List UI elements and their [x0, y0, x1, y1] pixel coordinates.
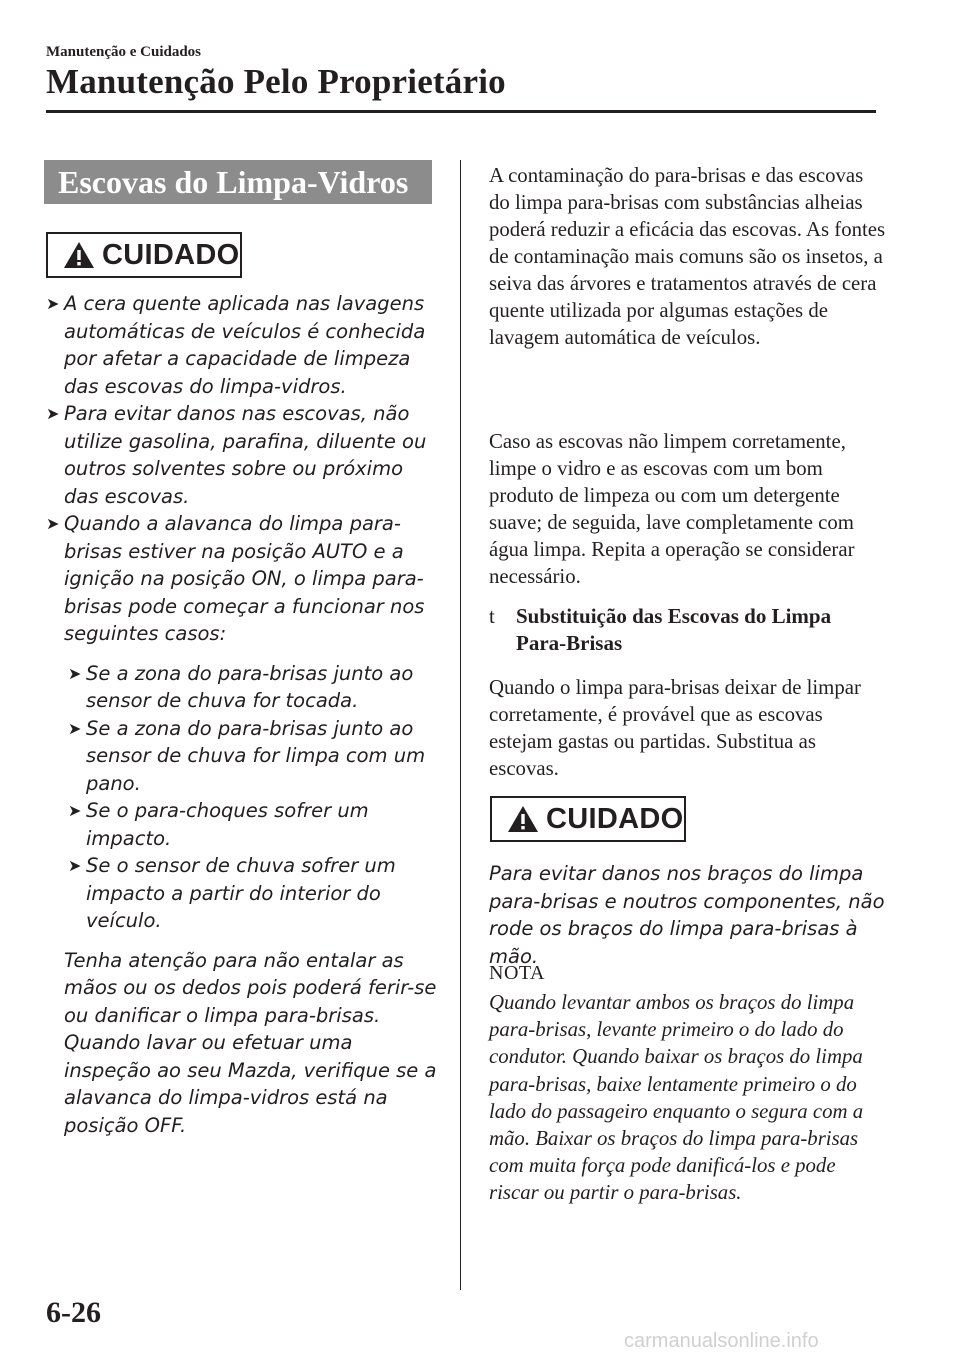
- arrow-bullet-icon: ➤: [46, 514, 60, 533]
- warning-triangle-icon: [506, 804, 540, 834]
- bullet-text: Quando a alavanca do limpa para-brisas estiver na posição AUTO e a ignição na posição ON, o limpa para-brisas pode começar a funcionar nos seguintes casos:: [64, 512, 425, 645]
- sub-bullet-text: Se o para-choques sofrer um impacto.: [86, 799, 369, 850]
- left-column: [46, 290, 441, 1139]
- subheading-text: Substituição das Escovas do Limpa Para-Brisas: [516, 604, 832, 655]
- arrow-bullet-icon: ➤: [68, 663, 82, 683]
- caution-label: CUIDADO: [102, 238, 240, 271]
- section-title: Escovas do Limpa-Vidros: [44, 160, 432, 204]
- sub-bullet-text: Se a zona do para-brisas junto ao sensor de chuva for limpa com um pano.: [86, 716, 426, 795]
- sub-bullet: [68, 852, 441, 935]
- note-text: Quando levantar ambos os braços do limpa para-brisas, levante primeiro o do lado do condutor. Quando baixar os braços do limpa para-brisas, baixe lentamente primeiro o do lado do passageiro enquanto o segura com a mão. Baixar os braços do limpa para-brisas com muita força pode danificá-los e pode riscar ou partir o para-brisas.: [489, 991, 864, 1205]
- sub-bullet: [68, 715, 441, 798]
- column-divider: [460, 160, 461, 1290]
- subheading-marker: t: [489, 604, 495, 628]
- warning-triangle-icon: [62, 240, 96, 270]
- body-paragraph: Quando o limpa para-brisas deixar de limpar corretamente, é provável que as escovas estejam gastas ou partidas. Substitua as escovas.: [489, 676, 861, 780]
- body-paragraph: Caso as escovas não limpem corretamente, limpe o vidro e as escovas com um bom produto de limpeza ou com um detergente suave; de seguida, lave completamente com água limpa. Repita a operação se considerar necessário.: [489, 430, 855, 588]
- arrow-bullet-icon: ➤: [68, 801, 82, 820]
- bullet-text: Para evitar danos nas escovas, não utilize gasolina, parafina, diluente ou outros solventes sobre ou próximo das escovas.: [64, 402, 427, 508]
- arrow-bullet-icon: ➤: [68, 856, 82, 875]
- caution-box-right: [490, 796, 686, 842]
- caution-paragraph: Tenha atenção para não entalar as mãos ou os dedos pois poderá ferir-se ou danificar o limpa para-brisas. Quando lavar ou efetuar uma inspeção ao seu Mazda, verifique se a alavanca do limpa-vidros está na posição OFF.: [64, 948, 437, 1137]
- chapter-label: Manutenção e Cuidados: [46, 44, 202, 60]
- sub-bullet-text: Se a zona do para-brisas junto ao sensor de chuva for tocada.: [86, 661, 414, 712]
- right-para-1: [489, 162, 889, 351]
- right-para-2: [489, 428, 889, 590]
- caution-box-left: [46, 232, 242, 278]
- arrow-bullet-icon: ➤: [46, 294, 60, 313]
- note-heading: NOTA: [489, 962, 545, 984]
- right-para-3: [489, 674, 889, 782]
- caution-text: Para evitar danos nos braços do limpa para-brisas e noutros componentes, não rode os braços do limpa para-brisas à mão.: [489, 862, 885, 968]
- sub-bullet-text: Se o sensor de chuva sofrer um impacto a partir do interior do veículo.: [86, 854, 396, 932]
- subheading: [489, 603, 861, 657]
- bullet-text: A cera quente aplicada nas lavagens automáticas de veículos é conhecida por afetar a capacidade de limpeza das escovas do limpa-vidros.: [64, 292, 426, 398]
- arrow-bullet-icon: ➤: [46, 404, 60, 423]
- caution-bullet: [46, 290, 441, 400]
- page-heading: Manutenção Pelo Proprietário: [46, 62, 506, 101]
- sub-bullet: [68, 797, 441, 852]
- footer-watermark: carmanualsonline.info: [624, 1330, 819, 1352]
- caution-bullet: [46, 400, 441, 510]
- caution-label: CUIDADO: [546, 802, 684, 835]
- sub-bullet: [68, 660, 441, 715]
- header-rule: [46, 110, 876, 113]
- arrow-bullet-icon: ➤: [68, 718, 82, 738]
- sub-bullet-list: [68, 660, 441, 935]
- page-number: 6-26: [46, 1296, 101, 1329]
- body-paragraph: A contaminação do para-brisas e das escovas do limpa para-brisas com substâncias alheias poderá reduzir a eficácia das escovas. As fontes de contaminação mais comuns são os insetos, a seiva das árvores e tratamentos através de cera quente utilizada por algumas estações de lavagem automática de veículos.: [489, 164, 886, 349]
- caution-bullet: [46, 510, 441, 648]
